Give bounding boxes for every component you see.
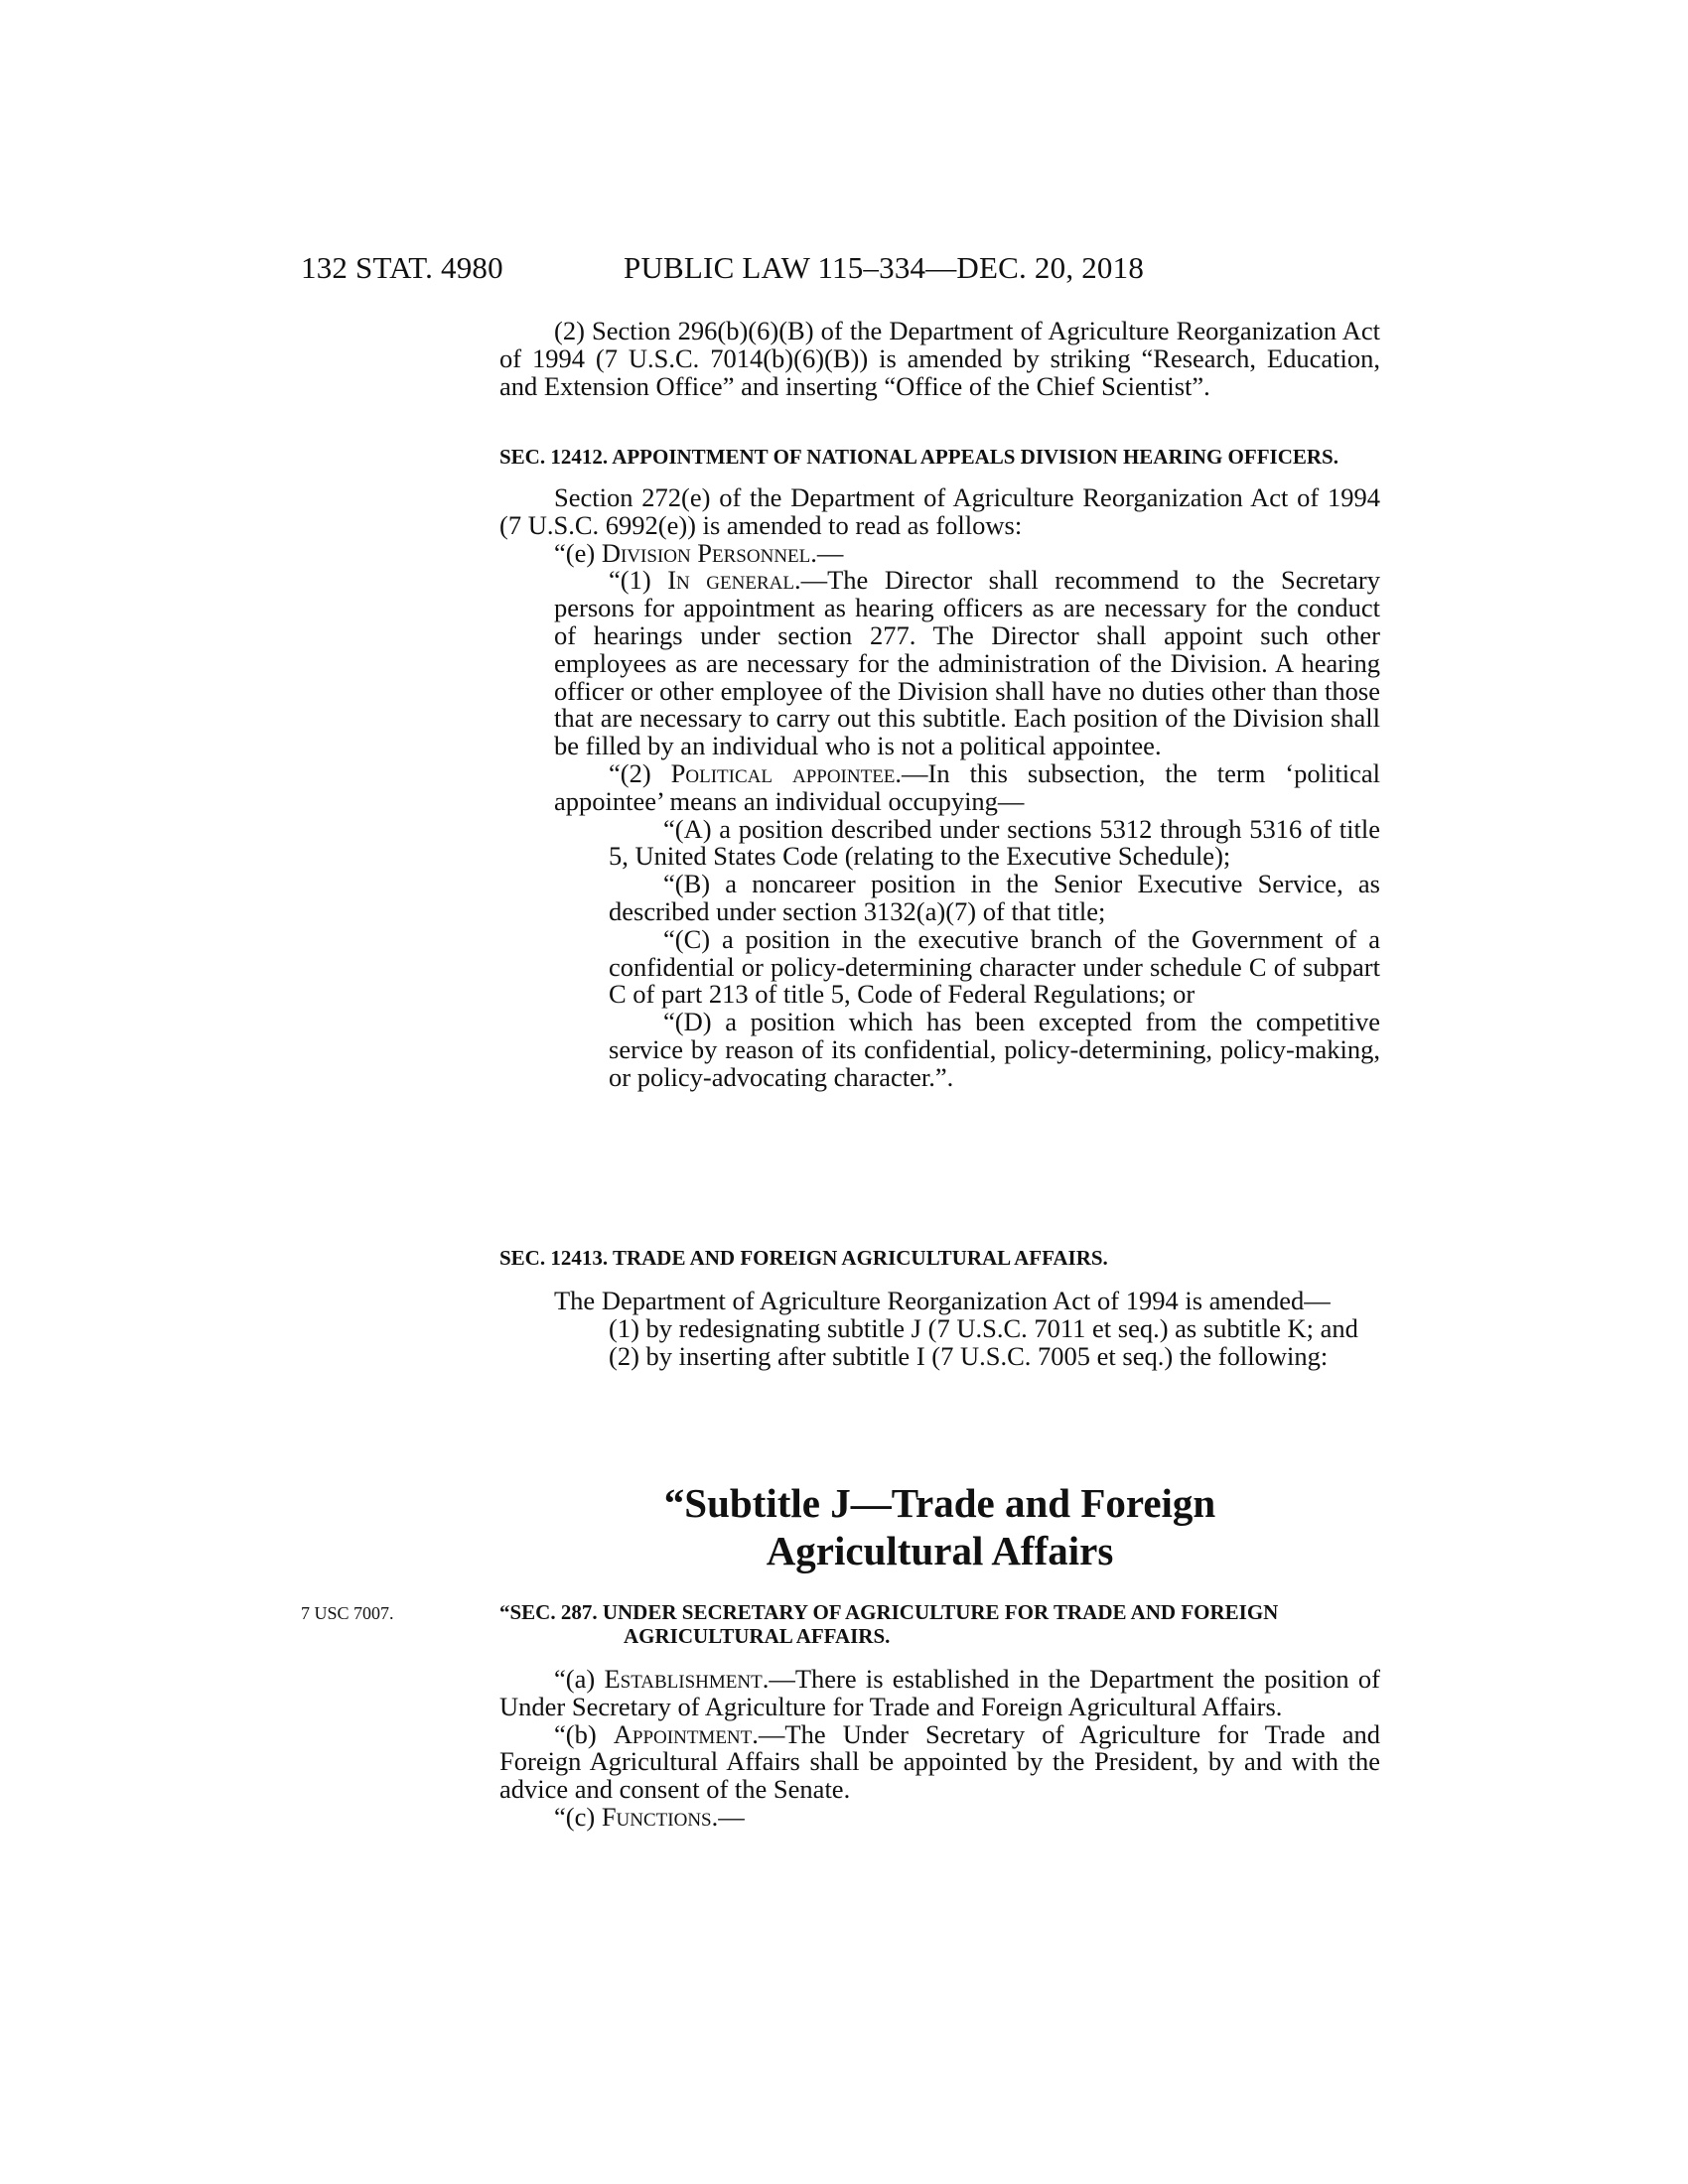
section-intro: Section 272(e) of the Department of Agriculture Reorganization Act of 1994 (7 U.S.C. 6992(e)) is amended to read as follows: [499,482,1380,540]
section-heading: SEC. 12413. TRADE AND FOREIGN AGRICULTURAL AFFAIRS. [499,1246,1108,1270]
section-287 [499,1600,1380,1832]
page-stat-citation: 132 STAT. 4980 [301,250,503,285]
section-intro: The Department of Agriculture Reorganization Act of 1994 is amended— [554,1286,1331,1315]
subsection-e: “(e) Division Personnel.— [554,537,844,568]
section-12413 [499,1246,1380,1370]
section-12412 [499,445,1380,1092]
item-2: (2) by inserting after subtitle I (7 U.S.C. 7005 et seq.) the following: [609,1340,1329,1371]
section-heading: “SEC. 287. UNDER SECRETARY OF AGRICULTURE FOR TRADE AND FOREIGN AGRICULTURAL AFFAIRS. [499,1600,1279,1648]
section-296-amendment [499,318,1380,400]
subtitle-line-2: Agricultural Affairs [766,1528,1114,1573]
subsection-c: “(c) Functions.— [554,1801,745,1832]
paragraph-2-text: (2) Section 296(b)(6)(B) of the Department of Agriculture Reorganization Act of 1994 (7 U.S.C. 7014(b)(6)(B)) is amended by striking “Research, Education, and Extension Office” and inserting “Office of the Chief Scientist”. [499,316,1380,401]
clause-a: “(A) a position described under sections 5312 through 5316 of title 5, United States Code (relating to the Executive Schedule); [609,813,1380,872]
page-running-header: PUBLIC LAW 115–334—DEC. 20, 2018 [624,250,1145,285]
section-heading: SEC. 12412. APPOINTMENT OF NATIONAL APPEALS DIVISION HEARING OFFICERS. [499,445,1338,469]
paragraph-1: “(1) In general.—The Director shall recommend to the Secretary persons for appointment as hearing officers as are necessary for the conduct of hearings under section 277. The Director shall appoint such other employees as are necessary for the administration of the Division. A hearing officer or other employee of the Division shall have no duties other than those that are necessary to carry out this subtitle. Each position of the Division shall be filled by an individual who is not a political appointee. [554,565,1381,761]
item-1: (1) by redesignating subtitle J (7 U.S.C. 7011 et seq.) as subtitle K; and [609,1312,1358,1343]
clause-c: “(C) a position in the executive branch of the Government of a confidential or policy-determining character under schedule C of subpart C of part 213 of title 5, Code of Federal Regulations; or [609,923,1380,1010]
subsection-a: “(a) Establishment.—There is established in the Department the position of Under Secretary of Agriculture for Trade and Foreign Agricultural Affairs. [499,1664,1380,1721]
subtitle-heading [499,1479,1380,1574]
subtitle-line-1: “Subtitle J—Trade and Foreign [663,1480,1216,1526]
clause-d: “(D) a position which has been excepted from the competitive service by reason of its confidential, policy-determining, policy-making, or policy-advocating character.”. [609,1007,1380,1092]
subsection-b: “(b) Appointment.—The Under Secretary of Agriculture for Trade and Foreign Agricultural Affairs shall be appointed by the President, by and with the advice and consent of the Senate. [499,1718,1380,1805]
paragraph-2: “(2) Political appointee.—In this subsection, the term ‘political appointee’ means an individual occupying— [554,757,1380,816]
usc-margin-note: 7 USC 7007. [301,1603,394,1623]
clause-b: “(B) a noncareer position in the Senior Executive Service, as described under section 3132(a)(7) of that title; [609,869,1380,926]
